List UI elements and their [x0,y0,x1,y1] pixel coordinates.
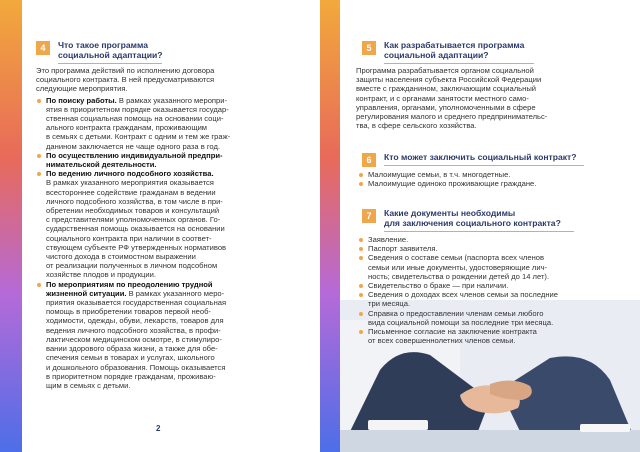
item-heading: жизненной ситуации. [46,288,127,298]
list-item-entrepreneurship [36,151,306,169]
title-underline [384,231,574,232]
section-title-line2: социальной адаптации? [384,50,489,60]
section-number-badge: 6 [362,153,376,167]
bullet-icon [359,284,363,288]
item-text: хозяйстве плодов и продукции. [46,270,156,280]
list-item: Письменное согласие на заключение контракта от всех совершеннолетних членов семьи. [358,327,638,345]
left-gradient-bar [0,0,22,452]
title-underline [58,63,162,64]
list-item: Малоимущие семьи, в т.ч. многодетные. [358,170,634,179]
item-heading: По поиску работы. [46,95,117,105]
bullet-icon [359,312,363,316]
title-underline [384,165,584,166]
body-line: контракт, и с органами занятости местного само- [356,93,529,103]
body-line: вместе с гражданином, заключающим социальный [356,84,537,94]
body-line: защиты населения субъекта Российской Федерации [356,75,542,85]
section-5-body [356,66,632,130]
section-title-line1: Как разрабатывается программа [384,40,525,50]
section-7-header [362,208,574,232]
list-item: Сведения о доходах всех членов семьи за последние три месяца. [358,290,638,308]
item-text: ходимости, одежды, обуви, лекарств, товаров для [46,316,224,326]
bullet-icon [37,283,41,287]
section-6-body [358,170,634,188]
section-number-badge: 4 [36,41,50,55]
item-heading: По мероприятиям по преодолению трудной [46,279,213,289]
item-text: лактическом медицинском осмотре, в стимулиро- [46,334,222,344]
item-text: ведения личного подсобного хозяйства, в профи- [46,325,221,335]
item-text: сударственная помощь оказывается на основании [46,224,225,234]
page-number: 2 [156,424,161,433]
section-title-line1: Какие документы необходимы [384,208,516,218]
section-title-line2: для заключения социального контракта? [384,218,561,228]
item-text: всестороннее содействие гражданам в ведении [46,187,216,197]
section-title-line1: Кто может заключить социальный контракт? [384,152,577,162]
bullet-icon [359,238,363,242]
bullet-icon [359,293,363,297]
section-6-header [362,152,584,167]
item-text: В рамках указанного меропри- [116,95,228,105]
section-4-header [36,40,163,64]
list-item-household [36,169,306,279]
section-4-body [36,66,306,390]
list-item: Справка о предоставлении членам семьи любого вида социальной помощи за последние три месяца. [358,309,638,327]
list-item: Малоимущие одиноко проживающие граждане. [358,179,634,188]
item-text: ственная социальная помощь на основании соци- [46,114,224,124]
item-text: данином заключается не чаще одного раза в год. [46,141,221,151]
list-item: Заявление. [358,235,638,244]
item-text: в приоритетном порядке гражданам, проживаю- [46,371,216,381]
item-text: социального контракта при наличии в соответ- [46,233,212,243]
bullet-icon [37,172,41,176]
intro-line: социального контракта. В ней предусматриваются [36,75,215,85]
left-page [22,0,320,452]
bullet-icon [37,154,41,158]
item-heading: нимательской деятельности. [46,160,157,170]
item-text: спечения семьи в товарах и услугах, школьного [46,353,215,363]
item-text: и дошкольного образования. Помощь оказывается [46,362,226,372]
list-item: Сведения о составе семьи (паспорта всех членов семьи или иные документы, удостоверяющие лич- ность; свидетельства о рождении детей до 14 лет). [358,253,638,281]
item-text: обретении необходимых товаров и консультаций [46,206,220,216]
section-title-line2: социальной адаптации? [58,50,163,60]
item-text: ятия в приоритетном порядке оказывается государ- [46,104,229,114]
item-text: приятия оказывается государственная социальная [46,298,227,308]
section-5-header [362,40,534,64]
list-item: Паспорт заявителя. [358,244,638,253]
list-item-hardship [36,280,306,390]
bullet-icon [359,330,363,334]
list-item-job-search [36,96,306,151]
item-text: щим в семьях с детьми. [46,380,131,390]
item-text: в семьях с детьми. Контракт с одним и тем же граж- [46,132,231,142]
item-text: ального контракта гражданам, проживающим [46,123,208,133]
bullet-icon [359,247,363,251]
bullet-icon [359,173,363,177]
item-text: личного подсобного хозяйства, в том числе в при- [46,196,223,206]
intro-line: Это программа действий по исполнению договора [36,66,215,75]
item-text: вании здорового образа жизни, а также для обе- [46,344,218,354]
bullet-icon [359,256,363,260]
section-title-line1: Что такое программа [58,40,149,50]
item-text: чистого дохода в стоимостном выражении [46,252,196,262]
item-text: В рамках указанного мероприятия оказывается [46,178,214,188]
intro-line: следующие мероприятия. [36,84,128,94]
item-text: В рамках указанного меро- [126,288,225,298]
title-underline [384,63,534,64]
list-item: Свидетельство о браке — при наличии. [358,281,638,290]
item-heading: По ведению личного подсобного хозяйства. [46,169,214,179]
item-text: ствующем субъекте РФ утвержденных нормативов [46,242,227,252]
bullet-icon [359,182,363,186]
body-line: Программа разрабатывается органом социальной [356,66,534,75]
section-number-badge: 7 [362,209,376,223]
right-gradient-bar [320,0,340,452]
item-text: помощь в приобретении товаров первой необ- [46,307,211,317]
body-line: регулирования малого и среднего предпринимательс- [356,112,548,122]
body-line: тва, в сфере сельского хозяйства. [356,121,477,131]
right-page [340,0,640,452]
bullet-icon [37,99,41,103]
item-heading: По осуществлению индивидуальной предпри- [46,150,223,160]
section-number-badge: 5 [362,41,376,55]
section-7-body [358,235,638,345]
body-line: управления, органами, уполномоченными в сфере [356,102,536,112]
item-text: от реализации полученных в личном подсобном [46,261,218,271]
item-text: с представителями уполномоченных органов. Го- [46,215,221,225]
